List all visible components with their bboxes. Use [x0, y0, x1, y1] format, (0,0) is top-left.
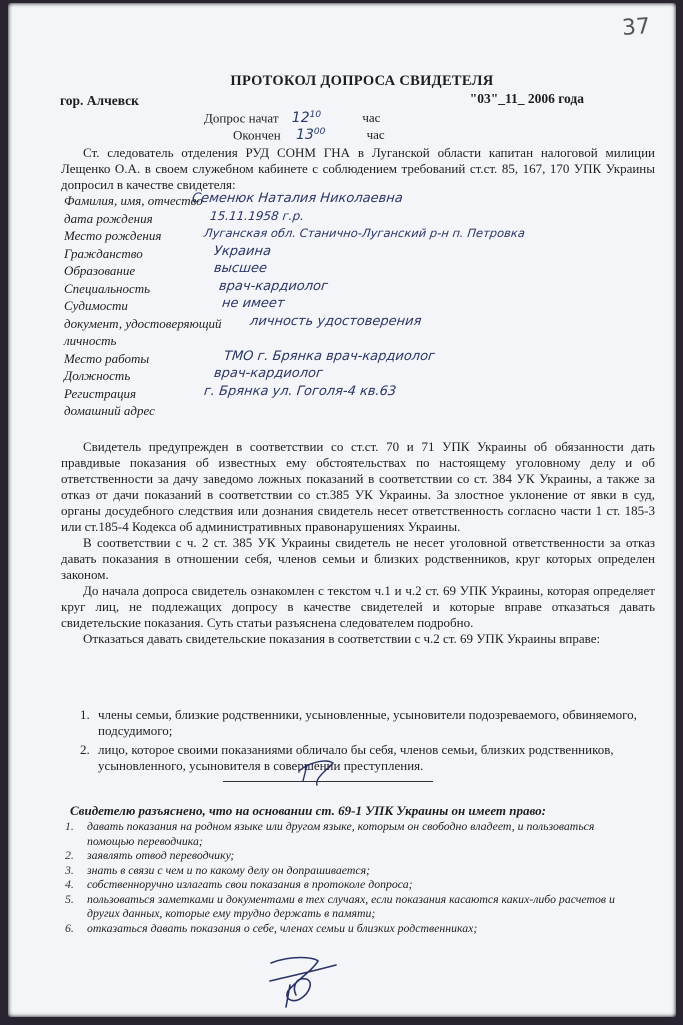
witness-signature	[266, 951, 346, 1011]
end-unit: час	[366, 127, 385, 143]
list-item: 1. члены семьи, близкие родственники, усыновленные, усыновители подозреваемого, обвиняемого, подсудимого;	[80, 707, 637, 738]
paragraph: В соответствии с ч. 2 ст. 385 УК Украины свидетель не несет уголовной ответственности за отказ давать показания в отношении себя, членов семьи и близких родственников, круг которых определен законом.	[61, 535, 655, 582]
field-value: 15.11.1958 г.р.	[209, 208, 305, 223]
field-row: Гражданство Украина	[64, 243, 272, 261]
intro-paragraph: Ст. следователь отделения РУД СОНМ ГНА в Луганской области капитан налоговой милиции Лещенко О.А. в своем служебном кабинете с соблюдением требований ст.ст. 85, 167, 170 УПК Украины допросил в качестве свидетеля:	[61, 145, 655, 192]
field-value: ТМО г. Брянка врач-кардиолог	[223, 348, 436, 364]
field-row: личность	[64, 333, 117, 348]
start-time-label: Допрос начат	[204, 110, 279, 126]
field-value: не имеет	[221, 296, 286, 311]
field-row: Место рождения Луганская обл. Станично-Луганский р-н п. Петровка	[64, 226, 526, 243]
exempt-list	[80, 707, 640, 777]
field-value: личность удостоверения	[249, 313, 423, 329]
list-item: 3. знать в связи с чем и по какому делу он допрашивается;	[65, 862, 371, 877]
city-label: гор. Алчевск	[60, 93, 139, 108]
start-time-line	[204, 110, 380, 126]
end-min: 00	[313, 127, 326, 137]
field-row: Образование высшее	[64, 261, 268, 278]
end-time-line	[233, 127, 385, 143]
field-row: Фамилия, имя, отчество Семенюк Наталия Николаевна	[64, 191, 404, 208]
field-value: г. Брянка ул. Гоголя-4 кв.63	[203, 383, 397, 399]
list-item: 2. лицо, которое своими показаниями обличало бы себя, членов семьи, близких родственников, усыновленного, усыновителя в совершении преступления.	[80, 742, 614, 773]
end-time-label: Окончен	[233, 127, 281, 143]
field-row: документ, удостоверяющий личность удостоверения	[64, 313, 423, 331]
rights-list	[65, 819, 635, 935]
document-title: ПРОТОКОЛ ДОПРОСА СВИДЕТЕЛЯ	[230, 73, 494, 89]
field-row: домашний адрес	[64, 403, 155, 418]
rights-title: Свидетелю разъяснено, что на основании ст. 69-1 УПК Украины он имеет право:	[70, 803, 546, 818]
field-row: Место работы ТМО г. Брянка врач-кардиолог	[64, 348, 436, 366]
field-row: Специальность врач-кардиолог	[64, 278, 329, 296]
list-item: 1. давать показания на родном языке или другом языке, которым он свободно владеет, и пользоваться помощью переводчика;	[65, 819, 595, 848]
document-page	[8, 3, 676, 1017]
list-item: 2. заявлять отвод переводчику;	[65, 848, 235, 862]
witness-fields	[64, 193, 664, 421]
field-row: дата рождения 15.11.1958 г.р.	[64, 208, 305, 226]
field-value: Украина	[213, 243, 272, 259]
field-value: высшее	[213, 261, 268, 276]
field-value: Луганская обл. Станично-Луганский р-н п. Петровка	[203, 226, 526, 240]
field-value: Семенюк Наталия Николаевна	[191, 191, 404, 206]
list-item: 5. пользоваться заметками и документами в тех случаях, если показания касаются каких-либо расчетов и других данных, которые ему трудно держать в памяти;	[65, 891, 615, 920]
paragraph: Свидетель предупрежден в соответствии со ст.ст. 70 и 71 УПК Украины об обязанности дать правдивые показания об известных ему обстоятельствах по настоящему уголовному делу и об ответственности за дачу заведомо ложных показаний в соответствии со ст. 384 УК Украины, а также за отказ от дачи показаний в соответствии со ст.385 УК Украины. За злостное уклонение от явки в суд, органы досудебного следствия или дознания свидетель несет ответственность согласно части 1 ст. 185-3 или ст.185-4 Кодекса об административных правонарушениях Украины.	[61, 439, 655, 534]
document-date: "03"_11_ 2006 года	[469, 91, 584, 106]
field-row: Должность врач-кардиолог	[64, 366, 324, 383]
start-min: 10	[309, 110, 322, 120]
end-hour: 13	[296, 127, 314, 144]
start-unit: час	[362, 110, 381, 126]
list-item: 4. собственноручно излагать свои показания в протоколе допроса;	[65, 877, 413, 891]
page-number: 37	[621, 14, 651, 41]
field-row: Регистрация г. Брянка ул. Гоголя-4 кв.63	[64, 383, 397, 401]
start-hour: 12	[291, 110, 310, 127]
initials-signature	[293, 751, 353, 791]
warning-text	[61, 439, 655, 647]
list-item: 6. отказаться давать показания о себе, членах семьи и близких родственниках;	[65, 920, 478, 935]
field-value: врач-кардиолог	[213, 366, 324, 381]
paragraph: Отказаться давать свидетельские показания в соответствии с ч.2 ст. 69 УПК Украины вправе:	[83, 631, 601, 646]
paragraph: До начала допроса свидетель ознакомлен с текстом ч.1 и ч.2 ст. 69 УПК Украины, которая определяет круг лиц, не подлежащих допросу в качестве свидетелей и которые вправе отказаться давать свидетельские показания. Суть статьи разъяснена следователем подробно.	[61, 583, 655, 630]
field-row: Судимости не имеет	[64, 296, 286, 313]
field-value: врач-кардиолог	[218, 278, 329, 294]
